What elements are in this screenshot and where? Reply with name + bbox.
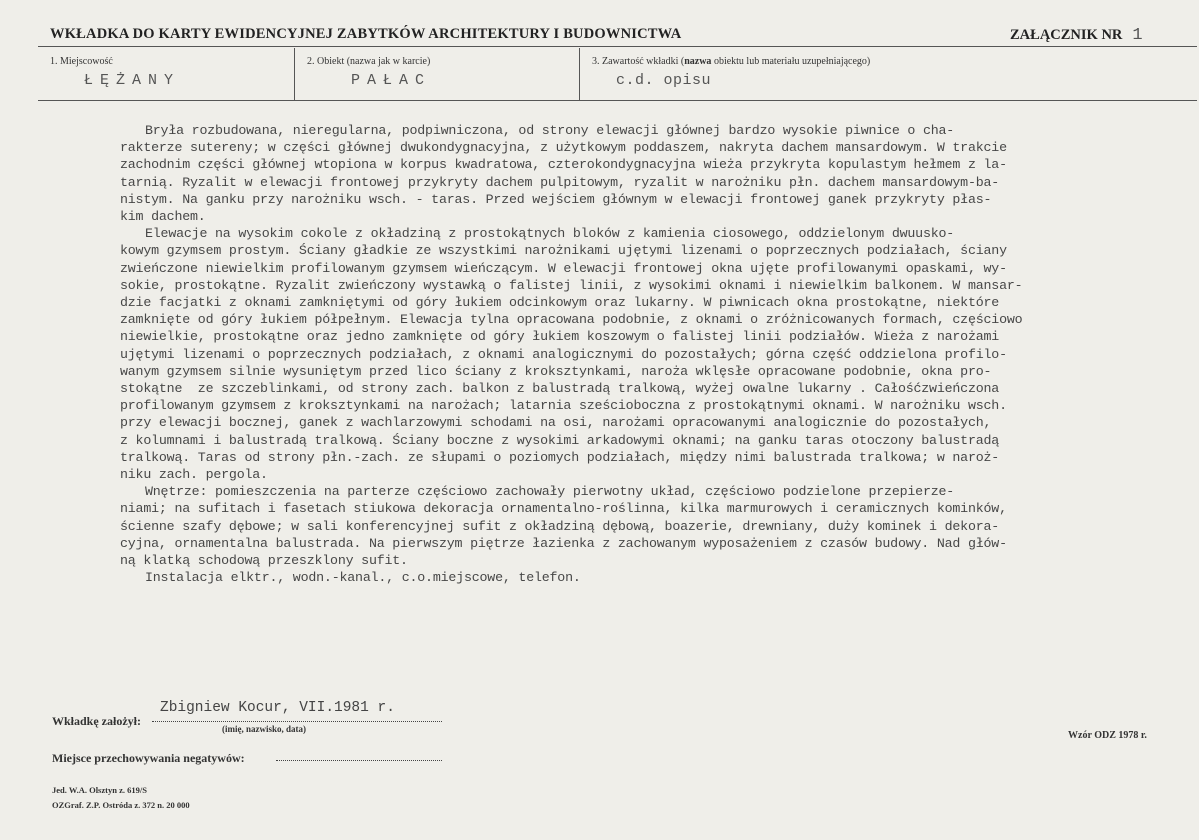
field-content-label-bold: nazwa: [684, 56, 712, 67]
field-object-value: PAŁAC: [351, 72, 432, 89]
text-line: kim dachem.: [120, 209, 206, 225]
text-line: tarnią. Ryzalit w elewacji frontowej przykryty dachem pulpitowym, ryzalit w narożniku płn. dachem mansardowym-ba-: [120, 174, 1000, 190]
text-line: tralkową. Taras od strony płn.-zach. ze słupami o poziomych podziałach, między nimi balustrada tralkowa; w naroż-: [120, 449, 1000, 465]
annex-label-text: ZAŁĄCZNIK NR: [1010, 27, 1123, 43]
founder-label: Wkładkę założył:: [52, 714, 141, 728]
text-line: Wnętrze: pomieszczenia na parterze częściowo zachowały pierwotny układ, częściowo podzielone przepierze-: [145, 484, 955, 500]
founder-value: Zbigniew Kocur, VII.1981 r.: [160, 700, 395, 716]
field-locality-value: ŁĘŻANY: [84, 72, 181, 89]
text-line: Instalacja elktr., wodn.-kanal., c.o.miejscowe, telefon.: [145, 570, 581, 586]
text-line: ną klatką schodową przeszklony sufit.: [120, 553, 408, 569]
text-line: profilowanym gzymsem z kroksztynkami na narożach; latarnia sześcioboczna z prostokątnymi oknami. W narożniku wsch.: [120, 398, 1007, 414]
text-line: Elewacje na wysokim cokole z okładziną z prostokątnych bloków z kamienia ciosowego, oddzielonym dwuusko-: [145, 226, 955, 242]
print-info-line-2: OZGraf. Z.P. Ostróda z. 372 n. 20 000: [52, 800, 190, 810]
print-info-line-1: Jed. W.A. Olsztyn z. 619/S: [52, 785, 147, 795]
text-line: sokie, prostokątne. Ryzalit zwieńczony wystawką o falistej linii, z wysokimi oknami i niewielkim balkonem. W mansar-: [120, 277, 1023, 293]
text-line: zachodnim części głównej wtopiona w korpus kwadratowa, czterokondygnacyjna wieża przykryta kopulastym hełmem z la-: [120, 157, 1007, 173]
pattern-note: Wzór ODZ 1978 r.: [1068, 730, 1147, 741]
field-object-label: 2. Obiekt (nazwa jak w karcie): [307, 56, 431, 67]
text-line: z kolumnami i balustradą tralkową. Ściany boczne z wysokimi arkadowymi oknami; na ganku taras otoczony balustradą: [120, 432, 1000, 448]
header-rule: [38, 46, 1197, 47]
annex-label: [1010, 26, 1143, 45]
text-line: zwieńczone niewielkim profilowanym gzymsem wieńczącym. W elewacji frontowej okna ujęte profilowanymi opaskami, wy-: [120, 260, 1007, 276]
card-title: WKŁADKA DO KARTY EWIDENCYJNEJ ZABYTKÓW ARCHITEKTURY I BUDOWNICTWA: [50, 26, 682, 42]
text-line: rakterze sutereny; w części głównej dwukondygnacyjna, z użytkowym poddaszem, nakryta dachem mansardowym. W trakcie: [120, 140, 1007, 156]
text-line: cyjna, ornamentalna balustrada. Na pierwszym piętrze łazienka z zachowanym wyposażeniem z czasów budowy. Nad głów-: [120, 535, 1007, 551]
text-line: kowym gzymsem prostym. Ściany gładkie ze wszystkimi narożnikami ujętymi lizenami o poprzecznych podziałach, ściany: [120, 243, 1007, 259]
annex-number: 1: [1132, 26, 1143, 45]
field-content-label-plain: 3. Zawartość wkładki (: [592, 56, 685, 67]
founder-dotted-line: [152, 721, 442, 722]
text-line: nistym. Na ganku przy narożniku wsch. - taras. Przed wejściem głównym w elewacji frontowej ganek przykryty płas-: [120, 191, 992, 207]
text-line: Bryła rozbudowana, nieregularna, podpiwniczona, od strony elewacji głównej bardzo wysokie piwnice o cha-: [145, 123, 955, 138]
field-locality: [38, 48, 295, 100]
text-line: stokątne ze szczeblinkami, od strony zach. balkon z balustradą tralkową, wyżej owalne lukarny . Całośćzwieńczona: [120, 381, 1000, 397]
text-line: niewielkie, prostokątne oraz jedno zamknięte od góry łukiem koszowym o falistej linii podziałów. Wieża z narożami: [120, 329, 1000, 345]
text-line: niami; na sufitach i fasetach stiukowa dekoracja ornamentalno-roślinna, kilka marmurowych i ceramicznych kominków,: [120, 501, 1007, 517]
text-line: dzie facjatki z oknami zamkniętymi od góry łukiem odcinkowym oraz lukarny. W piwnicach okna prostokątne, niektóre: [120, 295, 1000, 311]
field-content-label: [592, 56, 870, 67]
text-line: ścienne szafy dębowe; w sali konferencyjnej sufit z okładziną dębową, boazerie, drewniany, duży kominek i dekora-: [120, 518, 1000, 534]
description-text: [120, 122, 1175, 586]
text-line: przy elewacji bocznej, ganek z wachlarzowymi schodami na osi, narożami opracowanymi analogicznie do pozostałych,: [120, 415, 992, 431]
field-content: [580, 48, 1197, 100]
field-content-label-rest: obiektu lub materiału uzupełniającego): [711, 56, 871, 67]
field-object: [295, 48, 580, 100]
text-line: niku zach. pergola.: [120, 467, 268, 483]
text-line: zamknięte od góry łukiem półpełnym. Elewacja tylna opracowana podobnie, z oknami o zróżnicowanych formach, częściowo: [120, 312, 1023, 328]
text-line: wanym gzymsem silnie wysuniętym przed lico ściany z kroksztynkami, naroża wklęsłe opracowane podobnie, okna pro-: [120, 363, 992, 379]
founder-hint: (imię, nazwisko, data): [222, 724, 306, 734]
field-locality-label: 1. Miejscowość: [50, 56, 113, 67]
negatives-dotted-line: [276, 760, 442, 761]
negatives-label: Miejsce przechowywania negatywów:: [52, 751, 245, 765]
field-content-value: c.d. opisu: [616, 72, 712, 89]
fields-row: [38, 48, 1197, 101]
text-line: ujętymi lizenami o poprzecznych podziałach, z oknami analogicznymi do pozostałych; górna część oddzielona profilo-: [120, 346, 1007, 362]
